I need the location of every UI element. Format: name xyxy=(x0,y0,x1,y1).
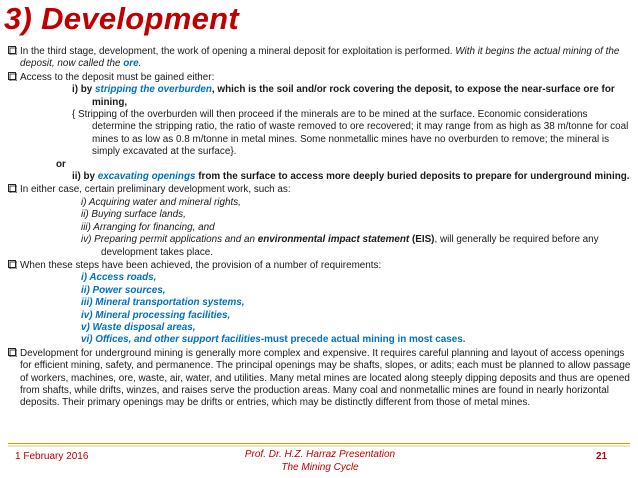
or-connector: or xyxy=(56,158,66,170)
list-item: i) Access roads, xyxy=(81,272,157,284)
footer-divider xyxy=(8,443,630,444)
option-excavating: ii) by excavating openings from the surface to access more deeply buried deposits to prepare for underground mining. xyxy=(72,171,630,183)
list-item: ii) Power sources, xyxy=(81,284,166,296)
keyword-eis: environmental impact statement xyxy=(257,234,410,246)
paragraph-access: Access to the deposit must be gained either: xyxy=(8,71,632,84)
footer-divider-shadow xyxy=(8,445,630,447)
list-item: v) Waste disposal areas, xyxy=(81,321,196,333)
paragraph-requirements: When these steps have been achieved, the provision of a number of requirements: xyxy=(8,259,632,272)
paragraph-preliminary: In either case, certain preliminary development work, such as: xyxy=(8,183,632,196)
footer-course: The Mining Cycle xyxy=(281,462,359,473)
paragraph-underground: Development for underground mining is generally more complex and expensive. It requires careful planning and layout of access openings for efficient mining, safety, and permanence. The principal openings may be shafts, slopes, or adits; each must be planned to allow passage of workers, machines, ore, waste, air, water, and utilities. Many metal mines are located along steeply dipping deposits and thus are opened from shafts, while drifts, winzes, and raises serve the production areas. Many coal and nonmetallic mines are found in nearly horizontal deposits. Their primary openings may be drifts or entries, which may be distinctly different from those of metal mines. xyxy=(8,347,632,410)
footer-date: 1 February 2016 xyxy=(15,451,89,462)
checkbox-bullet-icon xyxy=(8,72,17,81)
list-item: vi) Offices, and other support facilities-must precede actual mining in most cases. xyxy=(81,334,466,346)
slide-content xyxy=(8,45,632,410)
checkbox-bullet-icon xyxy=(8,46,17,55)
checkbox-bullet-icon xyxy=(8,260,17,269)
list-item: ii) Buying surface lands, xyxy=(81,209,186,221)
list-item: iii) Arranging for financing, and xyxy=(81,221,215,233)
checkbox-bullet-icon xyxy=(8,184,17,193)
list-item: iv) Mineral processing facilities, xyxy=(81,309,231,321)
keyword-excavating: excavating openings xyxy=(97,171,196,183)
list-item: i) Acquiring water and mineral rights, xyxy=(81,196,241,208)
list-item: iv) Preparing permit applications and an environmental impact statement (EIS), will generally be required before any development takes place. xyxy=(81,234,599,258)
paragraph-stripping-note: { Stripping of the overburden will then proceed if the minerals are to be mined at the surface. Economic considerations determine the stripping ratio, the ratio of waste removed to ore recovered; it may range from as high as 38 m/tonne for coal mines to as low as 0.8 m/tonne in metal mines. Some nonmetallic mines have no overburden to remove; the mineral is simply excavated at the surface}. xyxy=(72,109,629,158)
paragraph-development-intro: In the third stage, development, the work of opening a mineral deposit for exploitation is performed. With it begins the actual mining of the deposit, now called the ore. xyxy=(8,45,632,71)
keyword-stripping: stripping the overburden xyxy=(95,84,212,96)
footer-author-block xyxy=(220,448,420,474)
page-number: 21 xyxy=(596,451,608,462)
option-stripping: i) by stripping the overburden, which is the soil and/or rock covering the deposit, to expose the near-surface ore for mining, xyxy=(72,84,615,108)
list-item: iii) Mineral transportation systems, xyxy=(81,297,245,309)
footer-author: Prof. Dr. H.Z. Harraz Presentation xyxy=(244,449,396,460)
slide-title: 3) Development xyxy=(4,1,240,36)
checkbox-bullet-icon xyxy=(8,348,17,357)
keyword-ore: ore xyxy=(123,58,139,70)
